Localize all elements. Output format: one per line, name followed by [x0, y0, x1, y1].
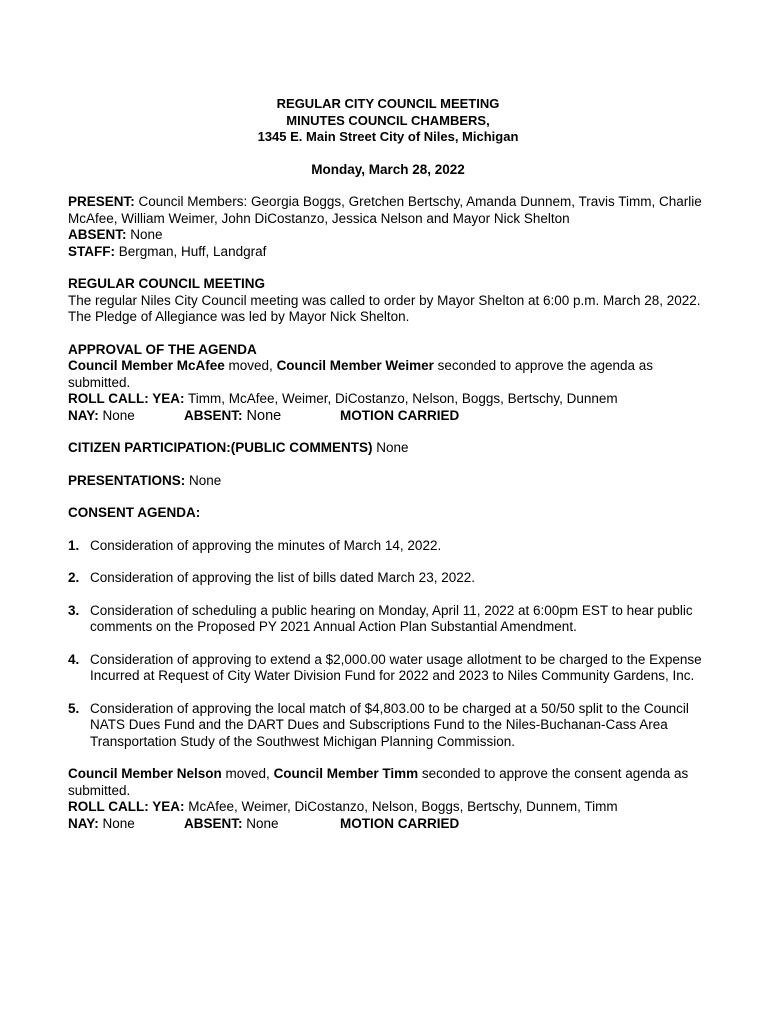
- agenda-seconder: Council Member Weimer: [276, 358, 434, 373]
- agenda-motion: [68, 358, 708, 391]
- consent-motion: [68, 766, 708, 799]
- staff-label: STAFF:: [68, 243, 115, 259]
- presentations-value: None: [185, 472, 222, 488]
- consent-absent-label: ABSENT:: [184, 815, 243, 831]
- consent-item-number: 5.: [68, 700, 80, 716]
- consent-item-3: [68, 603, 708, 636]
- agenda-approval-section: [68, 342, 708, 425]
- consent-item-1: [68, 538, 708, 555]
- agenda-roll-text: Timm, McAfee, Weimer, DiCostanzo, Nelson, Boggs, Bertschy, Dunnem: [184, 391, 618, 406]
- consent-motion-carried: MOTION CARRIED: [340, 815, 460, 831]
- present-text: Council Members: Georgia Boggs, Gretchen Bertschy, Amanda Dunnem, Travis Timm, Charlie McAfee, William Weimer, John DiCostanzo, Jessica Nelson and Mayor Nick Shelton: [68, 194, 702, 226]
- agenda-roll-call: [68, 391, 708, 408]
- agenda-absent-value: None: [242, 407, 282, 424]
- agenda-approval-heading: APPROVAL OF THE AGENDA: [68, 341, 257, 357]
- regular-meeting-heading: REGULAR COUNCIL MEETING: [68, 276, 266, 291]
- consent-item-number: 2.: [68, 570, 80, 585]
- minutes-document: [68, 96, 708, 832]
- agenda-motion-carried: MOTION CARRIED: [340, 407, 460, 423]
- title-line-3: 1345 E. Main Street City of Niles, Michigan: [257, 129, 519, 144]
- consent-agenda-section: [68, 505, 708, 832]
- citizen-value: None: [372, 440, 409, 455]
- agenda-mover: Council Member McAfee: [68, 358, 225, 373]
- consent-moved-text: moved,: [221, 766, 274, 781]
- agenda-absent-label: ABSENT:: [184, 407, 243, 423]
- consent-item-number: 4.: [68, 651, 80, 667]
- consent-motion-rest: seconded to approve the consent agenda as submitted.: [68, 766, 689, 798]
- consent-item-number: 1.: [68, 537, 80, 553]
- agenda-nay-label: NAY:: [68, 407, 99, 423]
- citizen-label: CITIZEN PARTICIPATION:(PUBLIC COMMENTS): [68, 440, 373, 455]
- consent-item-text: Consideration of approving the local match of $4,803.00 to be charged at a 50/50 split to the Council NATS Dues Fund and the DART Dues and Subscriptions Fund to the Niles-Buchanan-Cass Area Transportation Study of the Southwest Michigan Planning Commission.: [90, 700, 689, 749]
- consent-item-4: [68, 652, 708, 685]
- present-line: [68, 194, 708, 227]
- agenda-motion-rest: seconded to approve the agenda as submitted.: [68, 358, 654, 390]
- presentations: [68, 473, 708, 490]
- regular-meeting-text: The regular Niles City Council meeting was called to order by Mayor Shelton at 6:00 p.m. March 28, 2022. The Pledge of Allegiance was led by Mayor Nick Shelton.: [68, 292, 701, 324]
- consent-item-5: [68, 701, 708, 751]
- document-title: [68, 96, 708, 146]
- regular-meeting-section: [68, 276, 708, 326]
- agenda-nay-value: None: [98, 407, 135, 423]
- consent-roll-label: ROLL CALL: YEA:: [68, 799, 185, 814]
- consent-item-text: Consideration of approving the minutes of March 14, 2022.: [90, 537, 442, 553]
- title-line-1: REGULAR CITY COUNCIL MEETING: [276, 96, 500, 111]
- consent-heading: CONSENT AGENDA:: [68, 505, 201, 520]
- consent-roll-call: [68, 799, 708, 816]
- consent-roll-text: McAfee, Weimer, DiCostanzo, Nelson, Boggs, Bertschy, Dunnem, Timm: [184, 799, 618, 814]
- absent-text: None: [126, 227, 163, 242]
- absent-label: ABSENT:: [68, 227, 127, 242]
- consent-absent-value: None: [242, 815, 279, 831]
- present-label: PRESENT:: [68, 194, 135, 209]
- meeting-date: Monday, March 28, 2022: [311, 161, 465, 177]
- agenda-moved-text: moved,: [224, 358, 277, 373]
- consent-vote-result: [68, 816, 708, 833]
- consent-item-2: [68, 570, 708, 587]
- consent-mover: Council Member Nelson: [68, 766, 222, 781]
- consent-item-text: Consideration of approving to extend a $2,000.00 water usage allotment to be charged to the Expense Incurred at Request of City Water Division Fund for 2022 and 2023 to Niles Community Gardens, Inc.: [90, 651, 702, 683]
- staff-text: Bergman, Huff, Landgraf: [115, 243, 267, 259]
- title-line-2: MINUTES COUNCIL CHAMBERS,: [286, 112, 490, 128]
- citizen-participation: [68, 440, 708, 457]
- staff-line: [68, 244, 708, 261]
- consent-item-number: 3.: [68, 602, 80, 618]
- absent-line: [68, 227, 708, 244]
- agenda-roll-label: ROLL CALL: YEA:: [68, 391, 185, 406]
- consent-seconder: Council Member Timm: [273, 766, 419, 781]
- presentations-label: PRESENTATIONS:: [68, 472, 186, 488]
- agenda-vote-result: [68, 408, 708, 425]
- consent-item-text: Consideration of scheduling a public hearing on Monday, April 11, 2022 at 6:00pm EST to hear public comments on the Proposed PY 2021 Annual Action Plan Substantial Amendment.: [90, 602, 693, 634]
- consent-item-text: Consideration of approving the list of bills dated March 23, 2022.: [90, 570, 475, 585]
- consent-nay-label: NAY:: [68, 815, 99, 831]
- consent-nay-value: None: [98, 815, 135, 831]
- attendance-section: [68, 194, 708, 260]
